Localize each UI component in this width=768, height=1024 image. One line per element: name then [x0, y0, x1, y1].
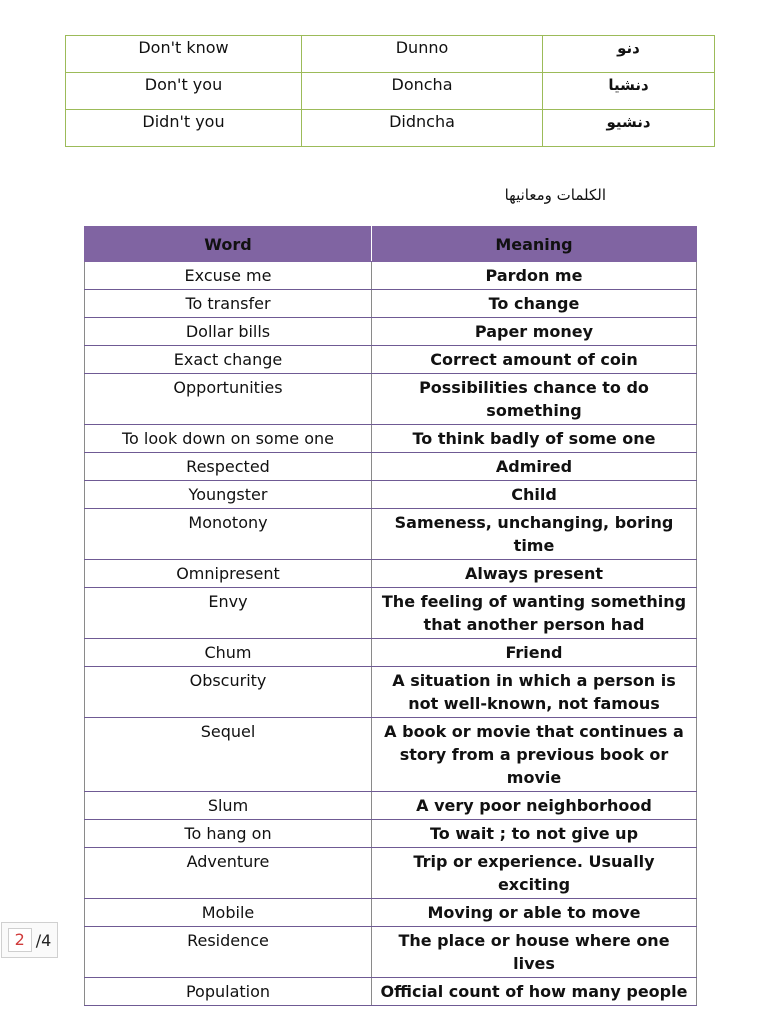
- vocab-word: Mobile: [85, 899, 372, 927]
- vocab-meaning: A very poor neighborhood: [372, 792, 697, 820]
- vocab-word: Dollar bills: [85, 318, 372, 346]
- slang-arabic: دنشيا: [543, 73, 715, 110]
- vocab-word: Residence: [85, 927, 372, 978]
- vocab-word: Adventure: [85, 848, 372, 899]
- vocab-row: [85, 927, 697, 978]
- vocab-word: Youngster: [85, 481, 372, 509]
- vocab-meaning: Trip or experience. Usually exciting: [372, 848, 697, 899]
- vocab-meaning: A situation in which a person is not well-known, not famous: [372, 667, 697, 718]
- vocab-meaning: Paper money: [372, 318, 697, 346]
- vocab-meaning: Pardon me: [372, 262, 697, 290]
- vocab-meaning: To change: [372, 290, 697, 318]
- vocab-row: [85, 667, 697, 718]
- vocab-row: [85, 848, 697, 899]
- vocab-meaning: A book or movie that continues a story from a previous book or movie: [372, 718, 697, 792]
- vocab-meaning: Moving or able to move: [372, 899, 697, 927]
- slang-row: [66, 110, 715, 147]
- vocab-meaning: To think badly of some one: [372, 425, 697, 453]
- vocab-word: To transfer: [85, 290, 372, 318]
- vocab-row: [85, 560, 697, 588]
- vocab-row: [85, 820, 697, 848]
- vocab-meaning: Correct amount of coin: [372, 346, 697, 374]
- vocab-word: Population: [85, 978, 372, 1006]
- vocab-row: [85, 290, 697, 318]
- vocab-meaning: Friend: [372, 639, 697, 667]
- slang-arabic: دنو: [543, 36, 715, 73]
- vocab-row: [85, 978, 697, 1006]
- vocab-meaning: To wait ; to not give up: [372, 820, 697, 848]
- vocab-word: Exact change: [85, 346, 372, 374]
- vocab-meaning: The feeling of wanting something that another person had: [372, 588, 697, 639]
- vocab-meaning: Sameness, unchanging, boring time: [372, 509, 697, 560]
- vocab-table-body: [85, 262, 697, 1006]
- vocab-word: Opportunities: [85, 374, 372, 425]
- vocab-word: Excuse me: [85, 262, 372, 290]
- vocab-row: [85, 899, 697, 927]
- slang-phrase: Don't you: [66, 73, 302, 110]
- vocab-meaning: Admired: [372, 453, 697, 481]
- vocab-meaning: Possibilities chance to do something: [372, 374, 697, 425]
- vocab-row: [85, 639, 697, 667]
- vocab-meaning: Official count of how many people: [372, 978, 697, 1006]
- page-counter: [1, 922, 58, 958]
- slang-table-body: [66, 36, 715, 147]
- vocab-row: [85, 588, 697, 639]
- word-column-header: Word: [85, 227, 372, 262]
- vocab-word: Envy: [85, 588, 372, 639]
- slang-phrase: Don't know: [66, 36, 302, 73]
- slang-table: [65, 35, 715, 147]
- vocab-section-title: الكلمات ومعانيها: [504, 186, 606, 204]
- vocab-word: To hang on: [85, 820, 372, 848]
- vocab-meaning: The place or house where one lives: [372, 927, 697, 978]
- vocab-row: [85, 425, 697, 453]
- slang-phrase: Didn't you: [66, 110, 302, 147]
- vocab-word: Obscurity: [85, 667, 372, 718]
- slang-row: [66, 73, 715, 110]
- vocab-table: [84, 226, 697, 1006]
- vocab-row: [85, 453, 697, 481]
- vocab-row: [85, 509, 697, 560]
- vocab-row: [85, 792, 697, 820]
- vocab-word: Slum: [85, 792, 372, 820]
- vocab-word: Omnipresent: [85, 560, 372, 588]
- vocab-row: [85, 318, 697, 346]
- vocab-row: [85, 374, 697, 425]
- slang-row: [66, 36, 715, 73]
- vocab-word: Monotony: [85, 509, 372, 560]
- slang-form: Didncha: [302, 110, 543, 147]
- vocab-meaning: Always present: [372, 560, 697, 588]
- meaning-column-header: Meaning: [372, 227, 697, 262]
- vocab-row: [85, 262, 697, 290]
- total-pages: /4: [35, 930, 52, 950]
- vocab-header-row: [85, 227, 697, 262]
- vocab-word: Sequel: [85, 718, 372, 792]
- slang-form: Dunno: [302, 36, 543, 73]
- vocab-word: Chum: [85, 639, 372, 667]
- vocab-word: Respected: [85, 453, 372, 481]
- vocab-row: [85, 718, 697, 792]
- vocab-row: [85, 481, 697, 509]
- current-page-input[interactable]: 2: [8, 928, 32, 952]
- vocab-meaning: Child: [372, 481, 697, 509]
- slang-arabic: دنشيو: [543, 110, 715, 147]
- vocab-row: [85, 346, 697, 374]
- slang-form: Doncha: [302, 73, 543, 110]
- vocab-word: To look down on some one: [85, 425, 372, 453]
